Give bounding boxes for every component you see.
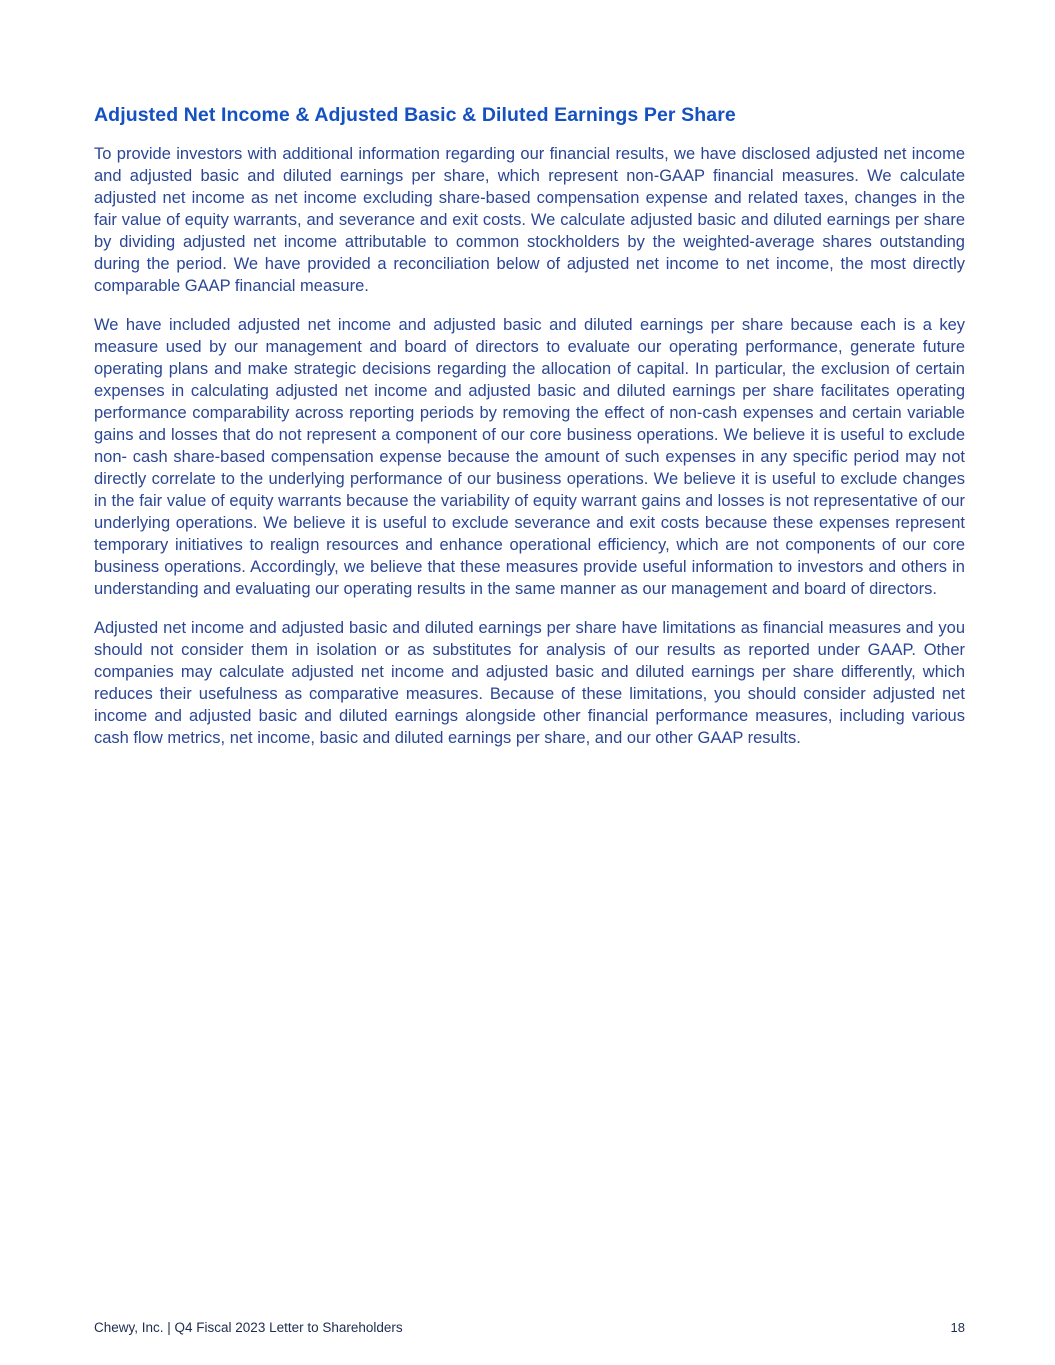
page-footer <box>94 1320 965 1335</box>
paragraph-2: We have included adjusted net income and adjusted basic and diluted earnings per share because each is a key measure used by our management and board of directors to evaluate our operating performance, generate future operating plans and make strategic decisions regarding the allocation of capital. In particular, the exclusion of certain expenses in calculating adjusted net income and adjusted basic and diluted earnings per share facilitates operating performance comparability across reporting periods by removing the effect of non-cash expenses and certain variable gains and losses that do not represent a component of our core business operations. We believe it is useful to exclude non- cash share-based compensation expense because the amount of such expenses in any specific period may not directly correlate to the underlying performance of our business operations. We believe it is useful to exclude changes in the fair value of equity warrants because the variability of equity warrant gains and losses is not representative of our underlying operations. We believe it is useful to exclude severance and exit costs because these expenses represent temporary initiatives to realign resources and enhance operational efficiency, which are not components of our core business operations. Accordingly, we believe that these measures provide useful information to investors and others in understanding and evaluating our operating results in the same manner as our management and board of directors. <box>94 316 965 598</box>
paragraph-3: Adjusted net income and adjusted basic and diluted earnings per share have limitations as financial measures and you should not consider them in isolation or as substitutes for analysis of our results as reported under GAAP. Other companies may calculate adjusted net income and adjusted basic and diluted earnings per share differently, which reduces their usefulness as comparative measures. Because of these limitations, you should consider adjusted net income and adjusted basic and diluted earnings alongside other financial performance measures, including various cash flow metrics, net income, basic and diluted earnings per share, and our other GAAP results. <box>94 619 965 747</box>
paragraph-1: To provide investors with additional information regarding our financial results, we have disclosed adjusted net income and adjusted basic and diluted earnings per share, which represent non-GAAP financial measures. We calculate adjusted net income as net income excluding share-based compensation expense and related taxes, changes in the fair value of equity warrants, and severance and exit costs. We calculate adjusted basic and diluted earnings per share by dividing adjusted net income attributable to common stockholders by the weighted-average shares outstanding during the period. We have provided a reconciliation below of adjusted net income to net income, the most directly comparable GAAP financial measure. <box>94 145 965 295</box>
page-content <box>94 104 965 766</box>
section-heading: Adjusted Net Income & Adjusted Basic & Diluted Earnings Per Share <box>94 104 736 126</box>
footer-document-title: Chewy, Inc. | Q4 Fiscal 2023 Letter to Shareholders <box>94 1320 403 1335</box>
footer-page-number: 18 <box>950 1320 965 1335</box>
